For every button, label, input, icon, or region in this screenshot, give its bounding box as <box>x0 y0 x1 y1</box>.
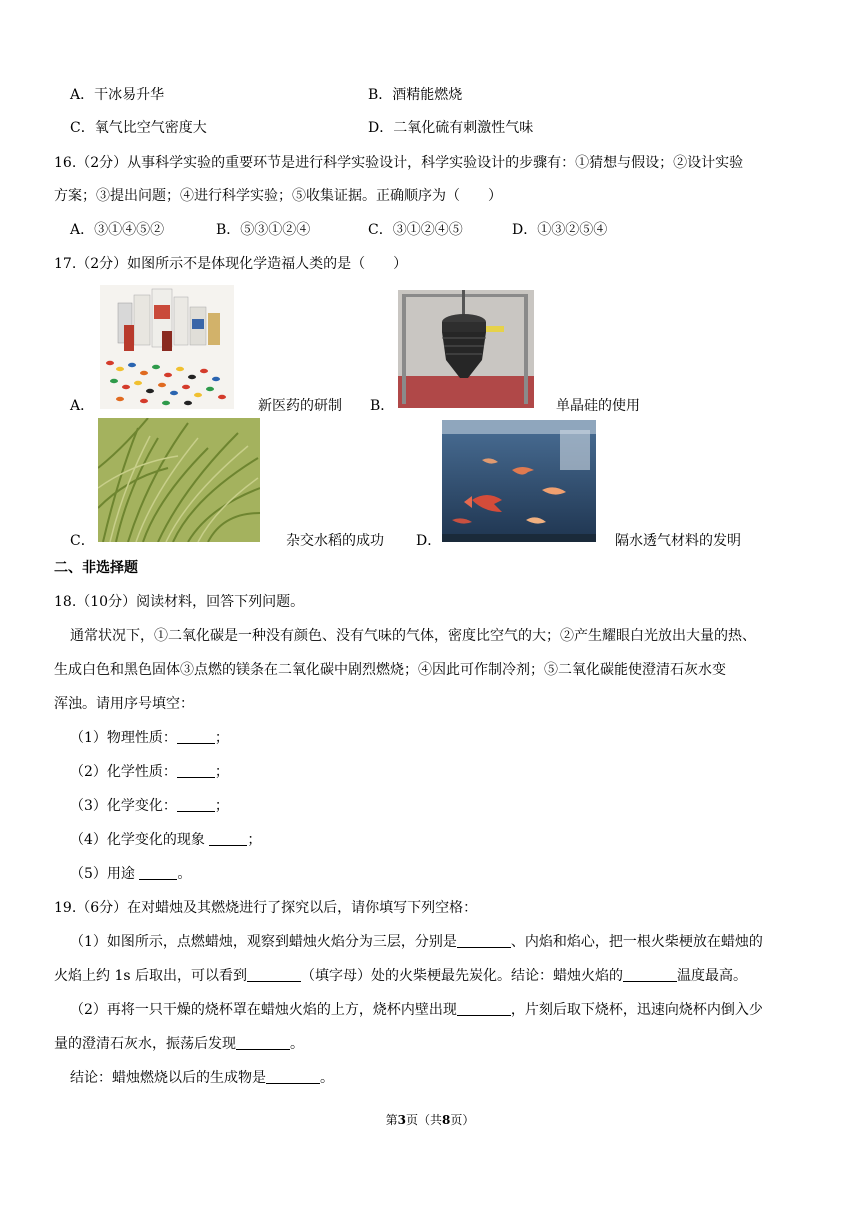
q19-text: （2）再将一只干燥的烧杯罩在蜡烛火焰的上方，烧杯内壁出现 <box>70 1002 457 1018</box>
page-number: 3 <box>397 1113 406 1127</box>
q16-stem-line1: 16.（2分）从事科学实验的重要环节是进行科学实验设计，科学实验设计的步骤有：①猜想与假设；②设计实验 <box>54 155 744 171</box>
q18-subq-2 <box>70 762 229 782</box>
q18-paragraph-line1: 通常状况下，①二氧化碳是一种没有颜色、没有气味的气体，密度比空气的大；②产生耀眼白光放出大量的热、 <box>70 628 756 644</box>
q15-option-d: D．二氧化硫有刺激性气味 <box>368 120 534 136</box>
punctuation: ； <box>214 798 229 814</box>
answer-blank[interactable] <box>236 1035 290 1050</box>
q17-option-c-caption: 杂交水稻的成功 <box>286 533 384 549</box>
q19-text: （1）如图所示，点燃蜡烛，观察到蜡烛火焰分为三层，分别是 <box>70 934 457 950</box>
answer-blank[interactable] <box>177 797 215 812</box>
rice-field-photo <box>98 418 260 542</box>
punctuation: ； <box>214 730 229 746</box>
aquarium-photo <box>442 420 596 542</box>
q18-subq-1-label: （1）物理性质： <box>70 730 177 746</box>
q19-text: 结论：蜡烛燃烧以后的生成物是 <box>70 1070 266 1086</box>
q18-subq-1 <box>70 728 229 748</box>
page-footer <box>0 1110 860 1130</box>
punctuation: ； <box>247 832 262 848</box>
answer-blank[interactable] <box>209 831 247 846</box>
medicine-photo <box>100 285 234 409</box>
q15-option-c: C．氧气比空气密度大 <box>70 120 207 136</box>
q16-option-c: C．③①②④⑤ <box>368 222 463 238</box>
q19-line1 <box>70 932 763 952</box>
q18-paragraph-line3: 浑浊。请用序号填空： <box>54 696 194 712</box>
answer-blank[interactable] <box>177 729 215 744</box>
silicon-crystal-photo <box>398 290 534 408</box>
answer-blank[interactable] <box>457 1001 511 1016</box>
answer-blank[interactable] <box>457 933 511 948</box>
q15-option-b: B．酒精能燃烧 <box>368 87 463 103</box>
q17-option-a-letter: A． <box>70 398 95 414</box>
q16-stem-line2: 方案；③提出问题；④进行科学实验；⑤收集证据。正确顺序为（ ） <box>54 188 502 204</box>
q17-option-a-caption: 新医药的研制 <box>258 398 342 414</box>
answer-blank[interactable] <box>247 967 301 982</box>
answer-blank[interactable] <box>177 763 215 778</box>
q16-option-d: D．①③②⑤④ <box>512 222 608 238</box>
q18-subq-4 <box>70 830 261 850</box>
q19-line3 <box>70 1000 763 1020</box>
section-title: 二、非选择题 <box>54 560 138 576</box>
q19-text: 火焰上约 1s 后取出，可以看到 <box>54 968 247 984</box>
q19-line5 <box>70 1068 334 1088</box>
q17-option-c-letter: C． <box>70 533 95 549</box>
q19-stem: 19.（6分）在对蜡烛及其燃烧进行了探究以后，请你填写下列空格： <box>54 900 478 916</box>
q19-text: ，片刻后取下烧杯，迅速向烧杯内倒入少 <box>510 1002 763 1018</box>
footer-text: 第 <box>385 1113 398 1127</box>
q16-option-b: B．⑤③①②④ <box>216 222 311 238</box>
q18-subq-3-label: （3）化学变化： <box>70 798 177 814</box>
q17-option-b-caption: 单晶硅的使用 <box>556 398 640 414</box>
q19-line2 <box>54 966 747 986</box>
punctuation: ； <box>214 764 229 780</box>
q19-text: 、内焰和焰心，把一根火柴梗放在蜡烛的 <box>510 934 763 950</box>
q18-subq-5-label: （5）用途 <box>70 866 140 882</box>
answer-blank[interactable] <box>139 865 177 880</box>
q19-text: （填字母）处的火柴梗最先炭化。结论：蜡烛火焰的 <box>301 968 623 984</box>
q18-paragraph-line2: 生成白色和黑色固体③点燃的镁条在二氧化碳中剧烈燃烧；④因此可作制冷剂；⑤二氧化碳能使澄清石灰水变 <box>54 662 726 678</box>
q17-option-d-caption: 隔水透气材料的发明 <box>615 533 741 549</box>
q19-line4 <box>54 1034 304 1054</box>
q17-option-d-letter: D． <box>416 533 442 549</box>
q17-stem: 17.（2分）如图所示不是体现化学造福人类的是（ ） <box>54 256 408 272</box>
footer-text: 页） <box>450 1113 475 1127</box>
q18-subq-3 <box>70 796 229 816</box>
q19-text: 。 <box>290 1036 304 1052</box>
q18-subq-4-label: （4）化学变化的现象 <box>70 832 210 848</box>
q15-option-a: A．干冰易升华 <box>70 87 165 103</box>
page-total: 8 <box>442 1113 451 1127</box>
q18-subq-5 <box>70 864 191 884</box>
q19-text: 量的澄清石灰水，振荡后发现 <box>54 1036 236 1052</box>
q18-subq-2-label: （2）化学性质： <box>70 764 177 780</box>
q17-option-b-letter: B． <box>370 398 395 414</box>
q19-text: 。 <box>320 1070 334 1086</box>
footer-text: 页（共 <box>405 1113 442 1127</box>
q19-text: 温度最高。 <box>677 968 747 984</box>
answer-blank[interactable] <box>266 1069 320 1084</box>
q16-option-a: A．③①④⑤② <box>70 222 165 238</box>
q18-stem: 18.（10分）阅读材料，回答下列问题。 <box>54 594 305 610</box>
answer-blank[interactable] <box>623 967 677 982</box>
punctuation: 。 <box>177 866 192 882</box>
